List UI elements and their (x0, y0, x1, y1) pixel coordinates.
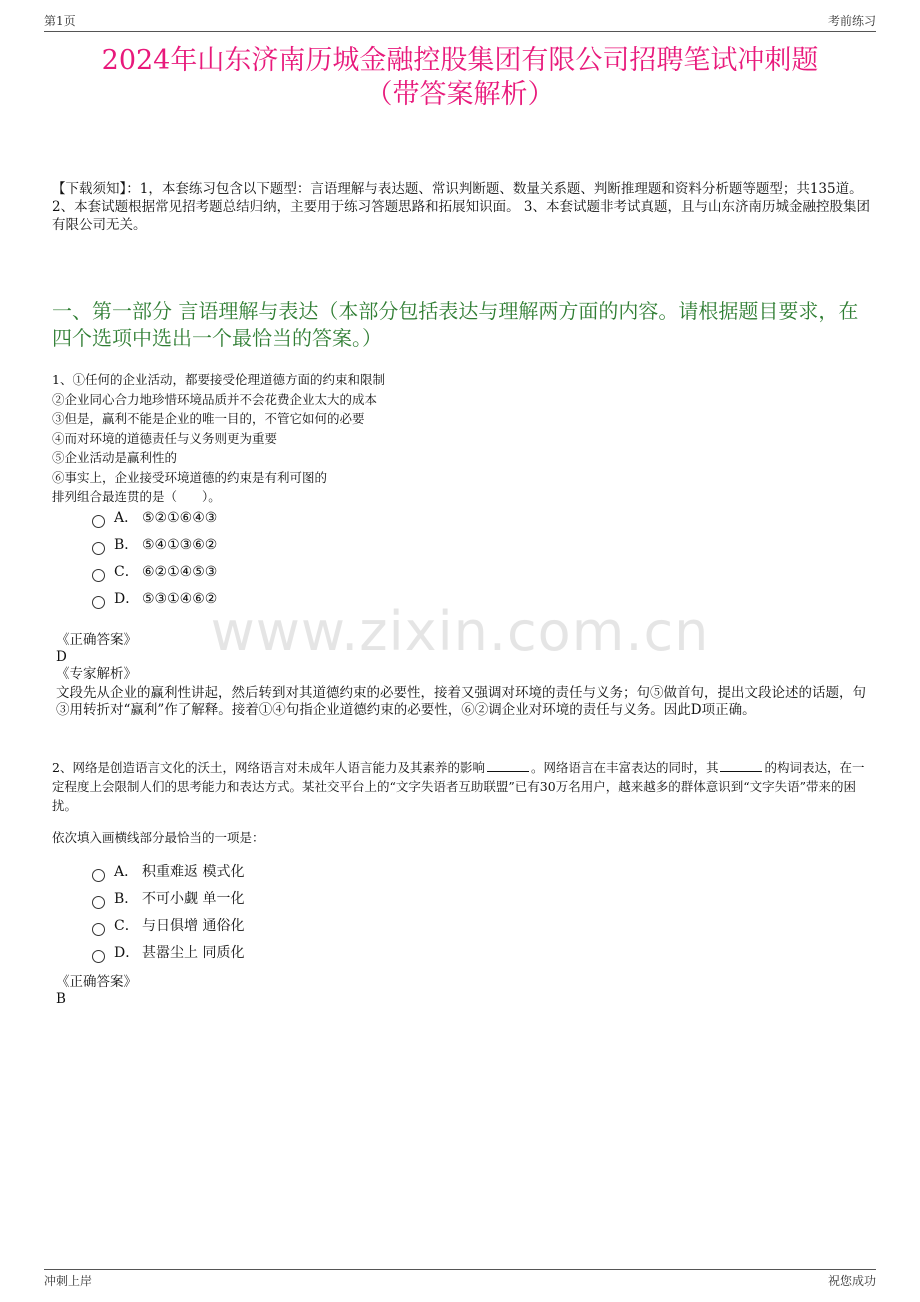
footer-right: 祝您成功 (827, 1274, 876, 1288)
option-text: ⑤④①③⑥② (142, 537, 218, 553)
fill-blank (487, 760, 529, 772)
answer-value: D (56, 649, 67, 665)
question-line: ⑥事实上，企业接受环境道德的约束是有利可图的 (52, 469, 328, 485)
question-2-answer (56, 974, 870, 1008)
question-line: 排列组合最连贯的是（ ）。 (52, 489, 221, 504)
option-text: ⑤②①⑥④③ (142, 510, 218, 526)
header-label: 考前练习 (827, 14, 876, 28)
radio-icon[interactable] (92, 869, 105, 882)
radio-icon[interactable] (92, 896, 105, 909)
question-prompt: 依次填入画横线部分最恰当的一项是： (52, 830, 265, 845)
radio-icon[interactable] (92, 542, 105, 555)
analysis-text: 文段先从企业的赢利性讲起，然后转到对其道德约束的必要性，接着又强调对环境的责任与义务；句⑤做首句，提出文段论述的话题，句③用转折对“赢利”作了解释。接着①④句指企业道德约束的必要性，⑥②调企业对环境的责任与义务。因此D项正确。 (56, 685, 866, 718)
option-d[interactable] (92, 940, 244, 967)
section-heading: 一、第一部分 言语理解与表达（本部分包括表达与理解两方面的内容。请根据题目要求，在四个选项中选出一个最恰当的答案。） (52, 299, 859, 350)
question-1-answer (56, 632, 870, 719)
answer-label: 《正确答案》 (56, 632, 137, 648)
question-line: ③但是，赢利不能是企业的唯一目的，不管它如何的必要 (52, 411, 365, 426)
option-letter: B． (114, 891, 139, 907)
radio-icon[interactable] (92, 923, 105, 936)
option-letter: D． (114, 945, 140, 961)
option-text: 不可小觑 单一化 (142, 891, 245, 907)
option-a[interactable] (92, 505, 217, 532)
download-notice: 【下载须知】：1，本套练习包含以下题型：言语理解与表达题、常识判断题、数量关系题、判断推理题和资料分析题等题型；共135道。 2、本套试题根据常见招考题总结归纳，主要用于练习答题思路和拓展知识面。 3、本套试题非考试真题，且与山东济南历城金融控股集团有限公司无关。 (52, 181, 870, 233)
option-letter: D． (114, 591, 140, 607)
option-letter: C． (114, 918, 139, 934)
option-text: ⑤③①④⑥② (142, 591, 218, 607)
page-header (44, 12, 876, 30)
footer-divider (44, 1269, 876, 1270)
option-letter: B． (114, 537, 139, 553)
footer-left: 冲刺上岸 (44, 1274, 93, 1288)
question-2-prompt (52, 828, 870, 848)
title-line-1: 2024年山东济南历城金融控股集团有限公司招聘笔试冲刺题 (101, 45, 819, 76)
answer-value: B (56, 991, 66, 1007)
radio-icon[interactable] (92, 950, 105, 963)
radio-icon[interactable] (92, 515, 105, 528)
question-1 (52, 370, 870, 507)
watermark: www.zixin.com.cn (210, 600, 710, 663)
option-c[interactable] (92, 559, 217, 586)
question-text: 。网络语言在丰富表达的同时，其 (530, 760, 719, 775)
page-number: 第1页 (44, 14, 76, 28)
page-footer (44, 1272, 876, 1290)
option-letter: A． (114, 510, 139, 526)
question-text: 的构词表达，在一定程度上会限制人们的思考能力和表达方式。某社交平台上的“文字失语者互助联盟”已有30万名用户，越来越多的群体意识到“文字失语”带来的困扰。 (52, 760, 865, 813)
option-letter: A． (114, 864, 139, 880)
question-2 (52, 758, 872, 815)
answer-label: 《正确答案》 (56, 974, 137, 990)
option-text: 甚嚣尘上 同质化 (142, 945, 245, 961)
title-line-2: （带答案解析） (365, 79, 555, 110)
question-line: ⑤企业活动是赢利性的 (52, 450, 178, 465)
question-line: ②企业同心合力地珍惜环境品质并不会花费企业太大的成本 (52, 391, 378, 407)
option-b[interactable] (92, 886, 244, 913)
question-line: 1、①任何的企业活动，都要接受伦理道德方面的约束和限制 (52, 372, 385, 387)
option-text: 与日俱增 通俗化 (142, 918, 245, 934)
fill-blank (720, 760, 762, 772)
option-text: ⑥②①④⑤③ (142, 564, 218, 580)
option-text: 积重难返 模式化 (142, 864, 245, 880)
question-line: ④而对环境的道德责任与义务则更为重要 (52, 430, 278, 446)
question-1-options (92, 505, 217, 613)
question-text: 2、网络是创造语言文化的沃土，网络语言对未成年人语言能力及其素养的影响 (52, 760, 485, 775)
analysis-label: 《专家解析》 (56, 666, 137, 682)
option-letter: C． (114, 564, 139, 580)
option-a[interactable] (92, 859, 244, 886)
document-title (40, 44, 880, 112)
option-c[interactable] (92, 913, 244, 940)
question-2-options (92, 859, 244, 967)
option-b[interactable] (92, 532, 217, 559)
header-divider (44, 31, 876, 32)
radio-icon[interactable] (92, 569, 105, 582)
